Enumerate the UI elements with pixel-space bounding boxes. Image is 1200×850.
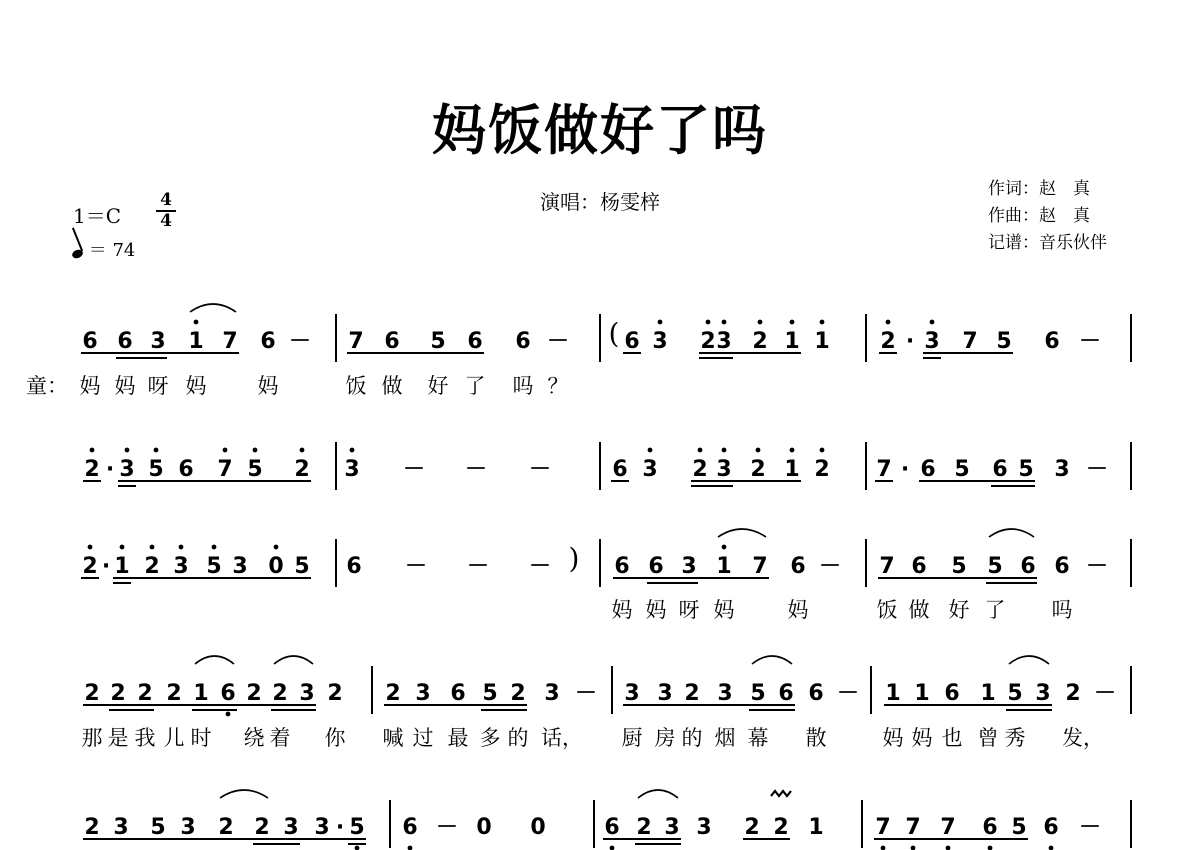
octave-dot: [758, 320, 763, 325]
tie-slur: [638, 790, 678, 798]
tie-slur: [752, 656, 792, 664]
lyric-syllable: 呀: [147, 374, 169, 398]
dash: －: [402, 457, 426, 482]
octave-dot: [722, 545, 727, 550]
lyric-syllable: 妈: [257, 374, 279, 398]
octave-dot: [408, 846, 413, 850]
note: 3: [657, 681, 673, 706]
note: 2: [272, 681, 288, 706]
note: 7: [905, 815, 921, 840]
lyric-syllable: 房: [654, 726, 676, 750]
dash: －: [528, 554, 552, 579]
lyric-syllable: 好: [948, 598, 970, 622]
note: 3: [642, 457, 658, 482]
lyric-syllable: 吗: [1051, 598, 1073, 622]
lyric-syllable: 绕: [243, 726, 265, 750]
lyric-syllable: 是: [107, 726, 129, 750]
note: 3: [344, 457, 360, 482]
octave-dot: [223, 448, 228, 453]
time-signature-denominator: 4: [160, 211, 172, 231]
lyric-syllable: 话，: [541, 726, 583, 750]
note: 3: [1035, 681, 1051, 706]
note: 2: [385, 681, 401, 706]
dash: －: [288, 329, 312, 354]
note: 6: [346, 554, 362, 579]
note: 3: [119, 457, 135, 482]
note: 3: [283, 815, 299, 840]
lyric-syllable: 呀: [678, 598, 700, 622]
note: 5: [1007, 681, 1023, 706]
note: 2: [700, 329, 716, 354]
note: 6: [920, 457, 936, 482]
dot: ·: [900, 457, 910, 482]
note: 5: [150, 815, 166, 840]
lyric-syllable: 妈: [911, 726, 933, 750]
note: 6: [402, 815, 418, 840]
lyric-syllable: 你: [324, 726, 346, 750]
octave-dot: [88, 545, 93, 550]
note: 7: [962, 329, 978, 354]
note: 2: [510, 681, 526, 706]
note: 7: [940, 815, 956, 840]
note: 3: [415, 681, 431, 706]
credits-block: [988, 176, 1107, 257]
note: 1: [814, 329, 830, 354]
note: 5: [148, 457, 164, 482]
octave-dot: [988, 846, 993, 850]
note: 6: [1054, 554, 1070, 579]
lyric-syllable: 儿: [163, 726, 185, 750]
lyric-syllable: 我: [134, 726, 156, 750]
note: 2: [254, 815, 270, 840]
lyric-syllable: 也: [941, 726, 963, 750]
lyric-syllable: 妈: [787, 598, 809, 622]
note: 0: [476, 815, 492, 840]
note: 2: [750, 457, 766, 482]
note: 2: [166, 681, 182, 706]
octave-dot: [820, 320, 825, 325]
tie-slur: [220, 790, 268, 798]
time-signature: [156, 192, 176, 230]
note: 3: [716, 329, 732, 354]
dash: －: [1078, 329, 1102, 354]
note: 2: [814, 457, 830, 482]
lyric-syllable: 做: [381, 374, 403, 398]
lyricist-credit: 作词：赵 真: [988, 179, 1090, 199]
note: 6: [1044, 329, 1060, 354]
dash: －: [404, 554, 428, 579]
note: 2: [692, 457, 708, 482]
lyric-syllable: 着: [269, 726, 291, 750]
tie-slur: [190, 304, 236, 312]
tie-slur: [274, 656, 313, 664]
octave-dot: [706, 320, 711, 325]
octave-dot: [820, 448, 825, 453]
tie-slur: [989, 529, 1034, 537]
lyric-syllable: 厨: [621, 726, 643, 750]
note: 3: [113, 815, 129, 840]
note: 3: [681, 554, 697, 579]
lyric-syllable: 发，: [1062, 726, 1104, 750]
note: 3: [232, 554, 248, 579]
note: 2: [1065, 681, 1081, 706]
octave-dot: [1049, 846, 1054, 850]
note: 6: [260, 329, 276, 354]
note: 2: [294, 457, 310, 482]
note: 1: [914, 681, 930, 706]
note: 3: [924, 329, 940, 354]
octave-dot: [790, 320, 795, 325]
note: 1: [784, 329, 800, 354]
note: 3: [150, 329, 166, 354]
dash: －: [818, 554, 842, 579]
note: 5: [247, 457, 263, 482]
note: 6: [790, 554, 806, 579]
note: 6: [220, 681, 236, 706]
octave-dot: [722, 320, 727, 325]
note: 6: [1043, 815, 1059, 840]
note: 6: [808, 681, 824, 706]
note: 3: [299, 681, 315, 706]
note: 7: [217, 457, 233, 482]
lyric-syllable: 妈: [713, 598, 735, 622]
dot: ·: [101, 554, 111, 579]
note: 6: [648, 554, 664, 579]
lyric-syllable: 妈: [611, 598, 633, 622]
quarter-note-icon: [71, 248, 84, 260]
dash: －: [1085, 554, 1109, 579]
octave-dot: [120, 545, 125, 550]
note: 1: [885, 681, 901, 706]
note: 6: [604, 815, 620, 840]
lyric-syllable: 妈: [114, 374, 136, 398]
note: 6: [1020, 554, 1036, 579]
lyric-syllable: 妈: [882, 726, 904, 750]
octave-dot: [150, 545, 155, 550]
note: 3: [717, 681, 733, 706]
dash: －: [466, 554, 490, 579]
dash: －: [435, 815, 459, 840]
note: 3: [696, 815, 712, 840]
dash: －: [574, 681, 598, 706]
tie-slur: [1009, 656, 1049, 664]
note: 6: [624, 329, 640, 354]
dash: －: [1093, 681, 1117, 706]
composer-credit: 作曲：赵 真: [988, 206, 1090, 226]
octave-dot: [610, 846, 615, 850]
singer-credit: 演唱：杨雯梓: [540, 190, 660, 214]
note: 5: [1018, 457, 1034, 482]
note: 3: [652, 329, 668, 354]
note: 1: [716, 554, 732, 579]
note: 5: [206, 554, 222, 579]
note: 6: [384, 329, 400, 354]
note: 7: [875, 815, 891, 840]
transcriber-credit: 记谱：音乐伙伴: [988, 233, 1107, 253]
lyric-syllable: 多: [479, 726, 501, 750]
tempo-marking: [72, 236, 135, 262]
lyric-syllable: 的: [681, 726, 703, 750]
octave-dot: [154, 448, 159, 453]
note: 5: [750, 681, 766, 706]
octave-dot: [212, 545, 217, 550]
octave-dot: [698, 448, 703, 453]
octave-dot: [300, 448, 305, 453]
note: 7: [876, 457, 892, 482]
lyric-syllable: 散: [805, 726, 827, 750]
lyric-syllable: 妈: [79, 374, 101, 398]
note: 3: [173, 554, 189, 579]
note: 6: [992, 457, 1008, 482]
octave-dot: [125, 448, 130, 453]
lyric-syllable: 妈: [185, 374, 207, 398]
octave-dot: [226, 712, 231, 717]
dash: －: [1078, 815, 1102, 840]
lyric-syllable: 那: [81, 726, 103, 750]
bracket: ): [568, 542, 580, 575]
octave-dot: [946, 846, 951, 850]
note: 1: [808, 815, 824, 840]
lyric-syllable: 的: [507, 726, 529, 750]
note: 3: [180, 815, 196, 840]
octave-dot: [911, 846, 916, 850]
lyric-label: 童：: [26, 374, 68, 398]
note: 2: [246, 681, 262, 706]
note: 6: [778, 681, 794, 706]
note: 6: [467, 329, 483, 354]
note: 3: [1054, 457, 1070, 482]
key-signature: 1＝C: [73, 204, 122, 228]
note: 2: [84, 815, 100, 840]
note: 6: [944, 681, 960, 706]
note: 2: [84, 457, 100, 482]
note: 1: [188, 329, 204, 354]
note: 5: [349, 815, 365, 840]
note: 6: [911, 554, 927, 579]
note: 2: [773, 815, 789, 840]
note: 2: [880, 329, 896, 354]
time-signature-numerator: 4: [160, 190, 172, 210]
note: 3: [314, 815, 330, 840]
song-title: 妈饭做好了吗: [432, 98, 768, 162]
lyric-syllable: 喊: [382, 726, 404, 750]
octave-dot: [648, 448, 653, 453]
note: 5: [482, 681, 498, 706]
lyric-syllable: ？: [547, 374, 569, 398]
lyric-syllable: 吗: [512, 374, 534, 398]
lyric-syllable: 了: [464, 374, 486, 398]
octave-dot: [253, 448, 258, 453]
octave-dot: [658, 320, 663, 325]
octave-dot: [355, 846, 360, 850]
dash: －: [464, 457, 488, 482]
note: 1: [114, 554, 130, 579]
dash: －: [546, 329, 570, 354]
note: 5: [951, 554, 967, 579]
octave-dot: [274, 545, 279, 550]
note: 6: [982, 815, 998, 840]
octave-dot: [881, 846, 886, 850]
octave-dot: [90, 448, 95, 453]
note: 2: [110, 681, 126, 706]
lyric-syllable: 曾: [977, 726, 999, 750]
tempo-value: ＝ 74: [88, 240, 136, 261]
note: 2: [744, 815, 760, 840]
lyric-syllable: 妈: [645, 598, 667, 622]
note: 7: [879, 554, 895, 579]
note: 5: [996, 329, 1012, 354]
lyric-syllable: 做: [908, 598, 930, 622]
note: 6: [614, 554, 630, 579]
note: 3: [664, 815, 680, 840]
note: 2: [218, 815, 234, 840]
note: 6: [515, 329, 531, 354]
note: 1: [784, 457, 800, 482]
note: 2: [144, 554, 160, 579]
lyric-syllable: 最: [447, 726, 469, 750]
note: 5: [294, 554, 310, 579]
lyric-syllable: 了: [984, 598, 1006, 622]
note: 0: [268, 554, 284, 579]
note: 2: [137, 681, 153, 706]
lyric-syllable: 饭: [876, 598, 898, 622]
octave-dot: [790, 448, 795, 453]
mordent-ornament: [771, 791, 791, 796]
dot: ·: [905, 329, 915, 354]
note: 6: [612, 457, 628, 482]
octave-dot: [722, 448, 727, 453]
tie-slur: [195, 656, 234, 664]
note: 6: [450, 681, 466, 706]
lyric-syllable: 秀: [1004, 726, 1026, 750]
dot: ·: [335, 815, 345, 840]
note: 5: [987, 554, 1003, 579]
dash: －: [528, 457, 552, 482]
note: 6: [82, 329, 98, 354]
note: 5: [954, 457, 970, 482]
lyric-syllable: 时: [190, 726, 212, 750]
note: 1: [980, 681, 996, 706]
note: 6: [117, 329, 133, 354]
octave-dot: [930, 320, 935, 325]
note: 2: [684, 681, 700, 706]
note: 7: [752, 554, 768, 579]
dot: ·: [105, 457, 115, 482]
lyric-syllable: 好: [427, 374, 449, 398]
note: 1: [193, 681, 209, 706]
note: 3: [624, 681, 640, 706]
note: 7: [348, 329, 364, 354]
note: 6: [178, 457, 194, 482]
note: 3: [544, 681, 560, 706]
note: 7: [222, 329, 238, 354]
octave-dot: [350, 448, 355, 453]
dash: －: [836, 681, 860, 706]
lyric-syllable: 饭: [345, 374, 367, 398]
note: 5: [430, 329, 446, 354]
lyric-syllable: 幕: [747, 726, 769, 750]
octave-dot: [756, 448, 761, 453]
lyric-syllable: 烟: [714, 726, 736, 750]
note: 2: [327, 681, 343, 706]
note: 2: [82, 554, 98, 579]
note: 3: [716, 457, 732, 482]
octave-dot: [194, 320, 199, 325]
lyric-syllable: 过: [412, 726, 434, 750]
note: 2: [84, 681, 100, 706]
tie-slur: [718, 529, 766, 537]
note: 5: [1011, 815, 1027, 840]
dash: －: [1085, 457, 1109, 482]
octave-dot: [179, 545, 184, 550]
note: 2: [636, 815, 652, 840]
bracket: (: [608, 317, 620, 350]
octave-dot: [886, 320, 891, 325]
note: 0: [530, 815, 546, 840]
note: 2: [752, 329, 768, 354]
